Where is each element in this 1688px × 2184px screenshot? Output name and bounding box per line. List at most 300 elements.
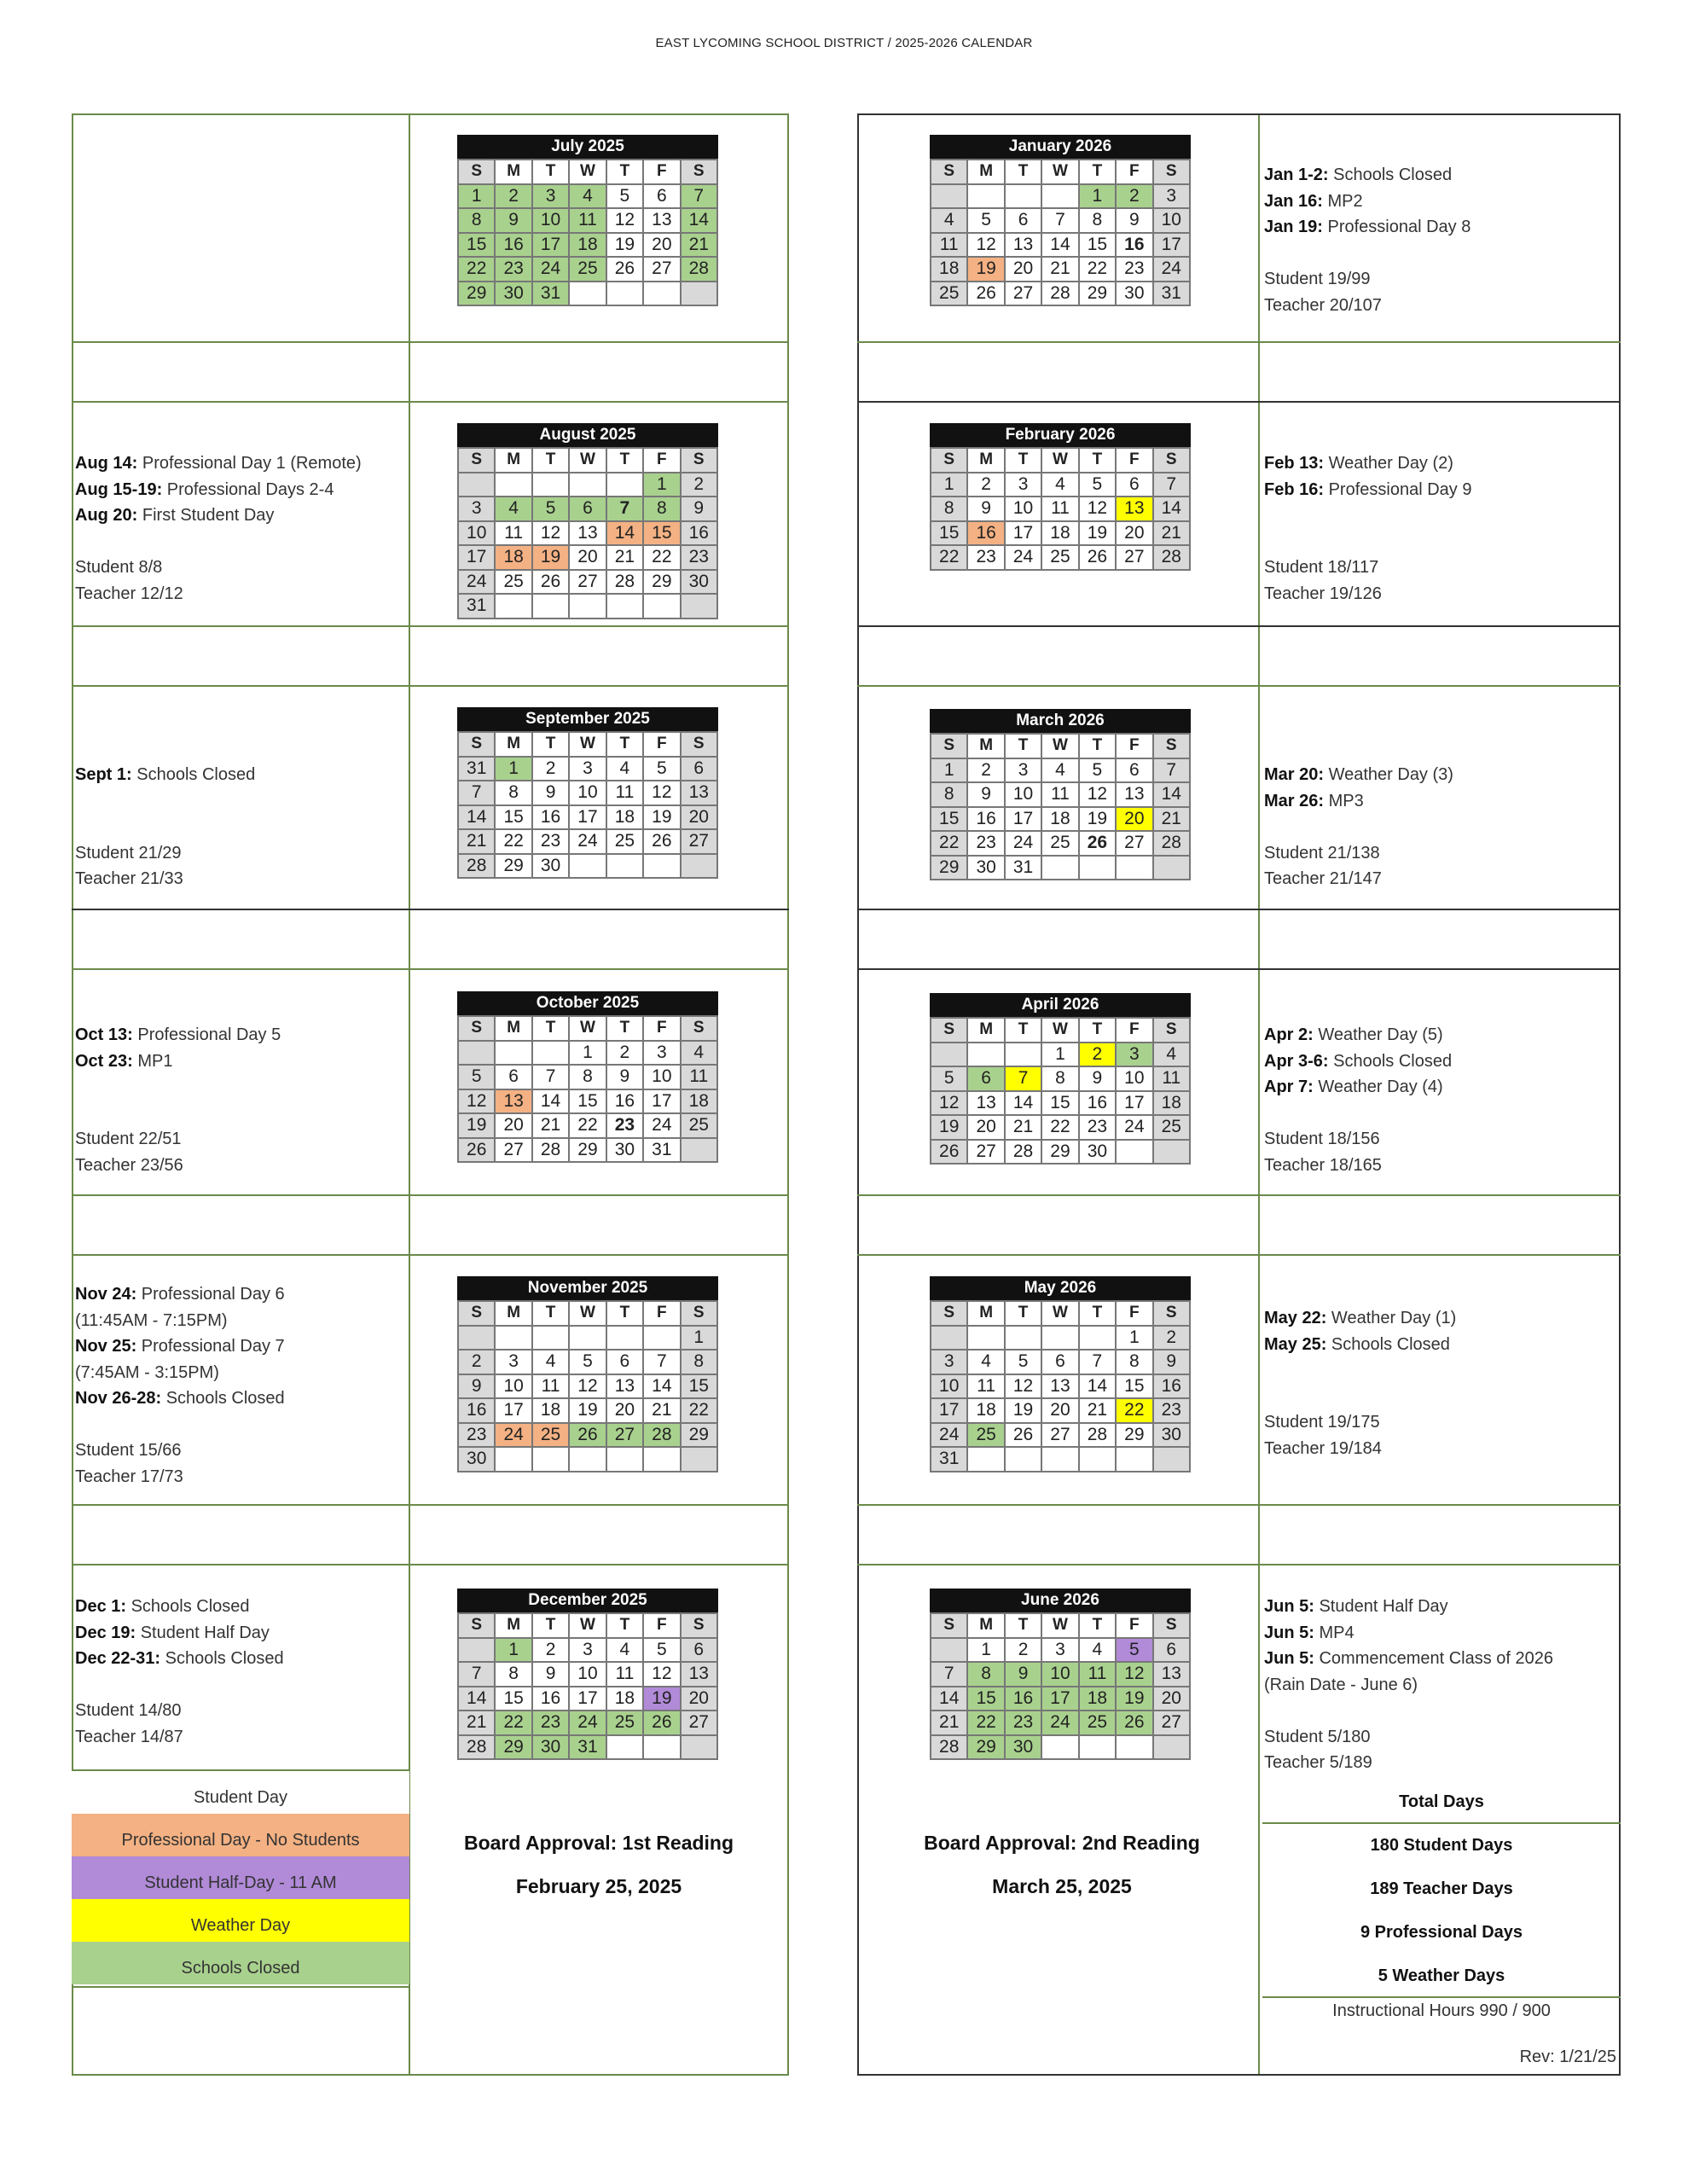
note-line: Feb 13: Weather Day (2): [1264, 454, 1453, 473]
note-line: Mar 26: MP3: [1264, 791, 1364, 810]
day-cell: [1079, 1447, 1116, 1472]
day-cell: 27: [1116, 545, 1152, 570]
day-cell: 7: [681, 184, 717, 209]
weekday-header: W: [1041, 448, 1078, 473]
day-cell: 7: [931, 1662, 967, 1687]
day-cell: 8: [931, 497, 967, 521]
day-cell: 22: [931, 545, 967, 570]
day-cell: 9: [681, 497, 717, 521]
weekday-header: T: [532, 160, 569, 184]
day-cell: 20: [569, 545, 606, 570]
note-line: [1264, 1384, 1456, 1410]
day-cell: 24: [931, 1423, 967, 1448]
day-cell: 25: [1079, 1711, 1116, 1735]
day-cell: 2: [967, 758, 1004, 783]
day-cell: [532, 473, 569, 497]
day-cell: [681, 1735, 717, 1760]
day-cell: 7: [1153, 473, 1190, 497]
note-line: [75, 1074, 281, 1101]
day-cell: 24: [1116, 1115, 1152, 1140]
day-cell: 11: [606, 781, 643, 805]
day-cell: 17: [458, 545, 495, 570]
weekday-header: S: [1153, 1018, 1190, 1043]
day-cell: 12: [643, 1662, 680, 1687]
day-cell: 6: [1116, 758, 1152, 783]
day-cell: 4: [931, 208, 967, 233]
note-line: Student 19/175: [1264, 1413, 1380, 1432]
total-days-header: Total Days: [1262, 1780, 1621, 1824]
month-title: September 2025: [457, 707, 718, 731]
day-cell: 18: [1041, 807, 1078, 832]
day-cell: [495, 1447, 531, 1472]
day-cell: 30: [495, 282, 531, 306]
day-cell: 13: [1041, 1374, 1078, 1399]
day-cell: 15: [1116, 1374, 1152, 1399]
day-cell: 21: [458, 829, 495, 854]
day-cell: 4: [495, 497, 531, 521]
day-cell: [569, 594, 606, 619]
day-cell: 27: [1116, 831, 1152, 856]
day-cell: 10: [458, 521, 495, 546]
day-cell: 18: [532, 1398, 569, 1423]
day-cell: 14: [643, 1374, 680, 1399]
day-cell: [967, 1043, 1004, 1067]
weekday-header: S: [458, 1613, 495, 1638]
weekday-header: S: [681, 1301, 717, 1326]
weekday-header: T: [532, 732, 569, 757]
day-cell: 28: [643, 1423, 680, 1448]
day-cell: [532, 594, 569, 619]
day-cell: 14: [1153, 497, 1190, 521]
weekday-header: S: [458, 732, 495, 757]
day-cell: 31: [458, 594, 495, 619]
day-cell: 20: [1116, 521, 1152, 546]
day-cell: 10: [495, 1374, 531, 1399]
day-cell: [643, 854, 680, 879]
day-cell: [532, 1447, 569, 1472]
day-cell: 18: [681, 1089, 717, 1114]
day-cell: 18: [967, 1398, 1004, 1423]
day-cell: 26: [458, 1138, 495, 1163]
day-cell: [606, 282, 643, 306]
day-cell: 17: [1153, 233, 1190, 258]
day-cell: 22: [458, 257, 495, 282]
day-cell: 12: [1005, 1374, 1041, 1399]
day-cell: 7: [458, 781, 495, 805]
day-cell: 3: [458, 497, 495, 521]
day-cell: [1041, 1447, 1078, 1472]
weekday-header: W: [569, 1301, 606, 1326]
day-cell: 13: [967, 1091, 1004, 1116]
note-line: (7:45AM - 3:15PM): [75, 1362, 219, 1382]
day-cell: [458, 1326, 495, 1350]
note-line: Teacher 5/189: [1264, 1753, 1372, 1772]
note-line: Apr 3-6: Schools Closed: [1264, 1051, 1453, 1071]
day-cell: [681, 594, 717, 619]
day-cell: 22: [931, 831, 967, 856]
day-cell: 20: [967, 1115, 1004, 1140]
weekday-header: M: [967, 160, 1004, 184]
day-cell: [569, 473, 606, 497]
day-cell: 4: [681, 1041, 717, 1066]
day-cell: 10: [1153, 208, 1190, 233]
day-cell: [967, 1326, 1004, 1350]
day-cell: 6: [643, 184, 680, 209]
day-cell: [1005, 1043, 1041, 1067]
day-cell: [1116, 1735, 1152, 1760]
day-cell: 18: [495, 545, 531, 570]
month-title: July 2025: [457, 135, 718, 159]
month-title: June 2026: [930, 1589, 1191, 1612]
day-cell: 5: [1079, 758, 1116, 783]
note-line: Mar 20: Weather Day (3): [1264, 765, 1453, 784]
day-cell: 21: [931, 1711, 967, 1735]
day-cell: 30: [967, 856, 1004, 880]
day-cell: 11: [1041, 497, 1078, 521]
note-line: May 22: Weather Day (1): [1264, 1309, 1457, 1327]
day-cell: 5: [643, 757, 680, 781]
day-cell: 13: [606, 1374, 643, 1399]
day-cell: [931, 1043, 967, 1067]
weekday-header: T: [606, 1613, 643, 1638]
note-line: Aug 20: First Student Day: [75, 506, 275, 525]
day-cell: 30: [458, 1447, 495, 1472]
month-title: January 2026: [930, 135, 1191, 159]
day-cell: 20: [606, 1398, 643, 1423]
weekday-header: T: [606, 448, 643, 473]
month-title: December 2025: [457, 1589, 718, 1612]
weekday-header: M: [967, 1613, 1004, 1638]
day-cell: 28: [532, 1138, 569, 1163]
approval-first-title: Board Approval: 1st Reading: [463, 1832, 734, 1854]
day-cell: 4: [606, 757, 643, 781]
legend-student-day: Student Day: [72, 1771, 409, 1814]
day-cell: 3: [931, 1350, 967, 1374]
day-cell: 25: [606, 829, 643, 854]
note-line: Aug 15-19: Professional Days 2-4: [75, 479, 334, 499]
note-line: [1264, 1101, 1452, 1127]
weekday-header: S: [931, 1301, 967, 1326]
weekday-header: F: [1116, 734, 1152, 758]
day-cell: [458, 1041, 495, 1066]
day-cell: 7: [643, 1350, 680, 1374]
weekday-header: T: [1079, 734, 1116, 758]
day-cell: 23: [967, 831, 1004, 856]
weekday-header: S: [681, 732, 717, 757]
day-cell: [643, 1326, 680, 1350]
day-cell: [931, 1326, 967, 1350]
day-cell: 9: [1116, 208, 1152, 233]
day-cell: 17: [1116, 1091, 1152, 1116]
approval-first-date: February 25, 2025: [515, 1875, 682, 1897]
month-title: August 2025: [457, 423, 718, 447]
day-cell: 25: [495, 570, 531, 595]
day-cell: 15: [643, 521, 680, 546]
day-cell: 14: [1153, 782, 1190, 807]
notes-december: [75, 1594, 284, 1750]
note-line: Oct 23: MP1: [75, 1051, 173, 1071]
day-cell: [1079, 1735, 1116, 1760]
day-cell: 12: [643, 781, 680, 805]
note-line: Nov 25: Professional Day 7: [75, 1337, 285, 1356]
day-cell: 22: [1041, 1115, 1078, 1140]
day-cell: 17: [1005, 807, 1041, 832]
day-cell: 1: [931, 758, 967, 783]
day-cell: 30: [606, 1138, 643, 1163]
weekday-header: W: [569, 1016, 606, 1041]
day-cell: 21: [1153, 807, 1190, 832]
day-cell: [569, 1447, 606, 1472]
day-cell: 1: [967, 1638, 1004, 1663]
notes-august: [75, 450, 362, 607]
day-cell: 10: [1116, 1066, 1152, 1091]
day-cell: 21: [606, 545, 643, 570]
day-cell: 16: [967, 807, 1004, 832]
day-cell: 11: [495, 521, 531, 546]
weekday-header: F: [1116, 1613, 1152, 1638]
day-cell: 10: [931, 1374, 967, 1399]
day-cell: 29: [967, 1735, 1004, 1760]
day-cell: 19: [1005, 1398, 1041, 1423]
day-cell: 22: [967, 1711, 1004, 1735]
day-cell: 10: [1005, 782, 1041, 807]
weekday-header: S: [1153, 734, 1190, 758]
note-line: Teacher 19/184: [1264, 1438, 1382, 1458]
weekday-header: M: [967, 448, 1004, 473]
day-cell: 21: [1005, 1115, 1041, 1140]
day-cell: 1: [931, 473, 967, 497]
day-cell: 4: [1079, 1638, 1116, 1663]
day-cell: 3: [1041, 1638, 1078, 1663]
day-cell: 21: [681, 233, 717, 258]
day-cell: [1116, 856, 1152, 880]
weekday-header: F: [643, 160, 680, 184]
day-cell: 6: [606, 1350, 643, 1374]
day-cell: 8: [643, 497, 680, 521]
day-cell: [606, 473, 643, 497]
weekday-header: F: [643, 1301, 680, 1326]
day-cell: 21: [532, 1113, 569, 1138]
day-cell: 17: [532, 233, 569, 258]
day-cell: [1153, 856, 1190, 880]
day-cell: 27: [1153, 1711, 1190, 1735]
day-cell: 13: [681, 1662, 717, 1687]
day-cell: 9: [1005, 1662, 1041, 1687]
day-cell: 5: [967, 208, 1004, 233]
day-cell: 28: [931, 1735, 967, 1760]
day-cell: 24: [458, 570, 495, 595]
note-line: Teacher 21/147: [1264, 869, 1382, 888]
day-cell: [495, 594, 531, 619]
month-title: May 2026: [930, 1276, 1191, 1300]
day-cell: [606, 1735, 643, 1760]
day-cell: 2: [681, 473, 717, 497]
day-cell: 14: [1041, 233, 1078, 258]
day-cell: [1116, 1447, 1152, 1472]
note-line: Jan 1-2: Schools Closed: [1264, 166, 1453, 184]
day-cell: 16: [458, 1398, 495, 1423]
day-cell: 14: [606, 521, 643, 546]
weekday-header: T: [606, 1016, 643, 1041]
day-cell: 27: [569, 570, 606, 595]
day-cell: 1: [458, 184, 495, 209]
weekday-header: F: [643, 1613, 680, 1638]
day-cell: 11: [1153, 1066, 1190, 1091]
weekday-header: T: [532, 1613, 569, 1638]
total-days: [1262, 1780, 1621, 1998]
day-cell: 25: [1041, 831, 1078, 856]
day-cell: [967, 184, 1004, 209]
note-line: Student 5/180: [1264, 1727, 1371, 1746]
day-cell: 21: [1041, 257, 1078, 282]
weekday-header: W: [569, 448, 606, 473]
notes-november: [75, 1281, 285, 1490]
day-cell: 26: [1079, 545, 1116, 570]
note-line: Student 21/138: [1264, 843, 1380, 863]
note-line: Teacher 19/126: [1264, 584, 1382, 603]
month-october-2025: [457, 991, 718, 1163]
day-cell: 24: [1041, 1711, 1078, 1735]
day-cell: 19: [606, 233, 643, 258]
note-line: Teacher 18/165: [1264, 1155, 1382, 1175]
day-cell: 17: [1041, 1687, 1078, 1711]
weekday-header: F: [643, 448, 680, 473]
day-cell: 9: [1153, 1350, 1190, 1374]
day-cell: 25: [967, 1423, 1004, 1448]
day-cell: 5: [532, 497, 569, 521]
weekday-header: F: [1116, 1018, 1152, 1043]
day-cell: 25: [1041, 545, 1078, 570]
day-cell: [931, 1638, 967, 1663]
day-cell: 2: [606, 1041, 643, 1066]
day-cell: 15: [681, 1374, 717, 1399]
day-cell: 23: [967, 545, 1004, 570]
day-cell: [643, 282, 680, 306]
day-cell: 25: [681, 1113, 717, 1138]
day-cell: 8: [967, 1662, 1004, 1687]
note-line: Jan 16: MP2: [1264, 191, 1363, 211]
note-line: Teacher 14/87: [75, 1727, 183, 1746]
note-line: Nov 24: Professional Day 6: [75, 1285, 285, 1304]
weekday-header: W: [1041, 160, 1078, 184]
month-february-2026: [930, 423, 1191, 571]
day-cell: 22: [1079, 257, 1116, 282]
weekday-header: M: [495, 732, 531, 757]
weekday-header: T: [1079, 448, 1116, 473]
note-line: [75, 814, 255, 840]
day-cell: 24: [569, 829, 606, 854]
day-cell: 15: [495, 1687, 531, 1711]
day-cell: 30: [681, 570, 717, 595]
weekday-header: S: [458, 1016, 495, 1041]
day-cell: 19: [569, 1398, 606, 1423]
day-cell: 4: [532, 1350, 569, 1374]
note-line: (11:45AM - 7:15PM): [75, 1310, 228, 1330]
note-line: Student 22/51: [75, 1130, 182, 1148]
day-cell: 21: [1153, 521, 1190, 546]
weekday-header: T: [532, 1016, 569, 1041]
day-cell: 12: [931, 1091, 967, 1116]
day-cell: 20: [495, 1113, 531, 1138]
note-line: [1264, 241, 1470, 267]
weekday-header: F: [1116, 448, 1152, 473]
notes-october: [75, 1022, 281, 1178]
day-cell: 16: [1005, 1687, 1041, 1711]
day-cell: 11: [606, 1662, 643, 1687]
note-line: [75, 529, 362, 555]
day-cell: 10: [569, 781, 606, 805]
day-cell: 24: [1005, 545, 1041, 570]
weekday-header: S: [681, 1016, 717, 1041]
day-cell: [1041, 856, 1078, 880]
day-cell: 23: [606, 1113, 643, 1138]
day-cell: 15: [1079, 233, 1116, 258]
note-line: Apr 7: Weather Day (4): [1264, 1077, 1443, 1096]
note-line: [75, 788, 255, 815]
day-cell: 31: [643, 1138, 680, 1163]
day-cell: [1041, 1326, 1078, 1350]
weekday-header: T: [1079, 1613, 1116, 1638]
day-cell: 23: [532, 829, 569, 854]
day-cell: 5: [569, 1350, 606, 1374]
weekday-header: W: [1041, 1018, 1078, 1043]
day-cell: 19: [967, 257, 1004, 282]
weekday-header: W: [1041, 734, 1078, 758]
day-cell: 14: [681, 208, 717, 233]
day-cell: 26: [1005, 1423, 1041, 1448]
day-cell: 20: [1116, 807, 1152, 832]
weekday-header: T: [1005, 448, 1041, 473]
month-january-2026: [930, 135, 1191, 306]
day-cell: 10: [569, 1662, 606, 1687]
board-approval-first: [411, 1821, 786, 1908]
day-cell: [495, 1326, 531, 1350]
day-cell: 3: [495, 1350, 531, 1374]
day-cell: 13: [1005, 233, 1041, 258]
weekday-header: T: [606, 160, 643, 184]
notes-march: [1264, 762, 1453, 892]
day-cell: 12: [532, 521, 569, 546]
day-cell: 26: [643, 1711, 680, 1735]
weekday-header: W: [569, 732, 606, 757]
day-cell: 12: [1079, 497, 1116, 521]
day-cell: 13: [643, 208, 680, 233]
day-cell: 29: [1079, 282, 1116, 306]
day-cell: 5: [643, 1638, 680, 1663]
day-cell: 1: [495, 757, 531, 781]
day-cell: 7: [606, 497, 643, 521]
day-cell: 24: [569, 1711, 606, 1735]
weekday-header: W: [1041, 1301, 1078, 1326]
note-line: Jun 5: Student Half Day: [1264, 1597, 1448, 1616]
day-cell: 31: [1005, 856, 1041, 880]
day-cell: 29: [569, 1138, 606, 1163]
day-cell: [1005, 1447, 1041, 1472]
day-cell: 3: [1005, 473, 1041, 497]
day-cell: 28: [1079, 1423, 1116, 1448]
day-cell: [1041, 184, 1078, 209]
note-line: [75, 1412, 285, 1438]
weekday-header: M: [495, 1301, 531, 1326]
day-cell: 23: [495, 257, 531, 282]
day-cell: 13: [495, 1089, 531, 1114]
note-line: May 25: Schools Closed: [1264, 1334, 1450, 1354]
day-cell: 23: [1079, 1115, 1116, 1140]
month-title: March 2026: [930, 709, 1191, 733]
note-line: Nov 26-28: Schools Closed: [75, 1389, 285, 1408]
day-cell: 28: [458, 854, 495, 879]
day-cell: 18: [606, 1687, 643, 1711]
